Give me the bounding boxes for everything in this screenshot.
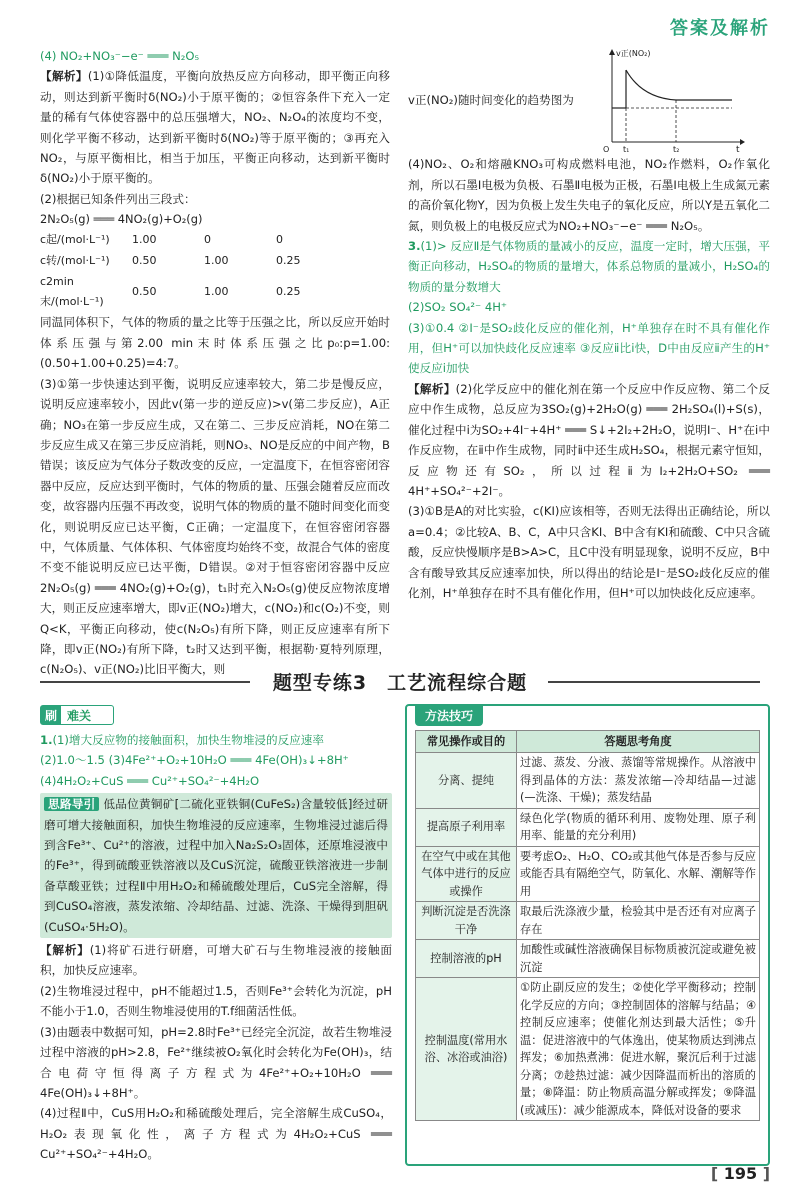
table-row (416, 902, 760, 940)
method-table (415, 730, 760, 1121)
q1-analysis-3: (3)由题表中数据可知，pH=2.8时Fe³⁺已经完全沉淀，故若生物堆浸过程中溶液的pH>2.8，Fe²⁺继续被O₂氧化时会转化为Fe(OH)₃，结合电荷守恒得离子方程式为4Fe²⁺+O₂+10H₂O ═══ 4Fe(OH)₃↓+8H⁺。 (40, 1024, 392, 1100)
three-stage-table (40, 230, 309, 313)
row-value: 0 (276, 232, 283, 246)
row-value: 0.50 (132, 284, 157, 298)
row-value: 过滤、蒸发、分液、蒸馏等常规操作。从溶液中得到晶体的方法：蒸发浓缩—冷却结晶—过滤(—洗涤、干燥)；蒸发结晶 (517, 753, 760, 809)
analysis-text: (1)将矿石进行研磨，可增大矿石与生物堆浸液的接触面积，加快反应速率。 (40, 943, 392, 978)
graph-decay-curve (626, 70, 676, 100)
x-arrow-icon (740, 139, 745, 145)
row-key: 判断沉淀是否洗涤干净 (416, 902, 517, 940)
analysis-text: (1)①降低温度，平衡向放热反应方向移动，即平衡正向移动，则达到新平衡时δ(NO₂)小于原平衡的；②恒容条件下充入一定量的稀有气体使容器中的总压强增大，NO₂、N₂O₄的浓度均不变，则化学平衡不移动，达到新平衡时δ(NO₂)等于原平衡的；③再充入NO₂，与原平衡相比，相当于加压，平衡正向移动，达到新平衡时δ(NO₂)小于原平衡的。 (40, 69, 390, 186)
badge-label: 难关 (67, 708, 92, 723)
analysis-label: 【解析】 (408, 381, 456, 396)
question-number: 3. (408, 239, 421, 254)
q1-analysis-1 (40, 940, 392, 981)
row-value: 0.25 (276, 253, 301, 267)
row-label: c2min末/(mol·L⁻¹) (40, 274, 104, 309)
method-tips-panel (405, 704, 770, 1166)
think-guide-box (40, 793, 392, 938)
rate-time-graph (598, 46, 748, 154)
q1-analysis-2: (2)生物堆浸过程中，pH不能超过1.5，否则Fe³⁺会转化为沉淀，pH不能小于1.0，否则生物堆浸使用的T.f细菌活性低。 (40, 983, 392, 1019)
q3-answer-2: (2)SO₂ SO₄²⁻ 4H⁺ (408, 300, 508, 315)
question-number: 1. (40, 733, 53, 747)
q3-part3-paragraph: (3)①B是A的对比实验，c(KI)应该相等，否则无法得出正确结论，所以a=0.4；②比较A、B、C，A中只含KI、B中含有KI和硫酸、C中只含硫酸，反应快慢顺序是B>A>C，且C中没有明显现象，说明不反应，B中含有酸导致其反应速率加快，所以得出的结论是I⁻是SO₂歧化反应的催化剂，H⁺单独存在时不具有催化作用，但H⁺可以加快歧化反应速率。 (408, 504, 770, 600)
row-value: 1.00 (132, 232, 157, 246)
q1-answer-1 (40, 730, 392, 750)
q1-analysis-4: (4)过程Ⅱ中，CuS用H₂O₂和稀硫酸处理后，完全溶解生成CuSO₄，H₂O₂表现氧化性，离子方程式为4H₂O₂+CuS ═══ Cu²⁺+SO₄²⁻+4H₂O。 (40, 1106, 392, 1162)
think-guide-text: 低品位黄铜矿[二硫化亚铁铜(CuFeS₂)含量较低]经过研磨可增大接触面积，加快生物堆浸的反应速率，生物堆浸过滤后得到含Fe³⁺、Cu²⁺的溶液，过程中加入Na₂S₂O₃固体，还原堆浸液中的Fe³⁺，得到硫酸亚铁溶液以及CuS沉淀，硫酸亚铁溶液进一步制备草酸亚铁；过程Ⅱ中用H₂O₂和稀硫酸处理后，CuS完全溶解，得到CuSO₄溶液，蒸发浓缩、冷却结晶、过滤、洗涤、干燥得到胆矾(CuSO₄·5H₂O)。 (44, 797, 388, 934)
row-value: 0 (204, 232, 211, 246)
left-column-top (40, 46, 390, 680)
row-key: 控制温度(常用水浴、冰浴或油浴) (416, 978, 517, 1121)
table-row (416, 846, 760, 902)
analysis-label: 【解析】 (40, 943, 90, 958)
table-row (40, 272, 309, 313)
fuel-cell-paragraph: (4)NO₂、O₂和熔融KNO₃可构成燃料电池，NO₂作燃料，O₂作氧化剂，所以石墨Ⅰ电极为负极、石墨Ⅱ电极为正极，石墨Ⅰ电极上生成氮元素的高价氧化物Y，因为负极上发生失电子的氧化反应，所以Y是五氧化二氮，则负极上的电极反应式为NO₂+NO₃⁻−e⁻ ═══ N₂O₅。 (408, 157, 770, 233)
section-divider-right (548, 681, 760, 683)
column-header: 答题思考角度 (517, 731, 760, 753)
pressure-ratio-paragraph: 同温同体积下，气体的物质的量之比等于压强之比，所以反应开始时体系压强与第2.00 min末时体系压强之比p₀:p=1.00:(0.50+1.00+0.25)=4:7。 (40, 315, 390, 371)
row-label: c转/(mol·L⁻¹) (40, 253, 110, 267)
q3-answer-1 (408, 236, 770, 297)
graph-y-label: v正(NO₂) (616, 49, 651, 58)
row-value: 要考虑O₂、H₂O、CO₂或其他气体是否参与反应或能否具有隔绝空气，防氧化、水解、潮解等作用 (517, 846, 760, 902)
graph-caption: v正(NO₂)随时间变化的趋势图为 (408, 93, 574, 107)
graph-t1-label: t₁ (623, 145, 630, 154)
column-header: 常见操作或目的 (416, 731, 517, 753)
table-row (416, 753, 760, 809)
row-value: 取最后洗涤液少量，检验其中是否还有对应离子存在 (517, 902, 760, 940)
q3-answer-3: (3)①0.4 ②I⁻是SO₂歧化反应的催化剂，H⁺单独存在时不具有催化作用，但H⁺可以加快歧化反应速率 ③反应ⅱ比ⅰ快，D中由反应ⅱ产生的H⁺使反应ⅰ加快 (408, 320, 770, 376)
q3-analysis (408, 379, 770, 501)
three-stage-intro: (2)根据已知条件列出三段式： (40, 191, 196, 206)
row-key: 在空气中或在其他气体中进行的反应或操作 (416, 846, 517, 902)
y-arrow-icon (609, 49, 615, 55)
row-key: 控制溶液的pH (416, 940, 517, 978)
think-guide-tag: 思路导引 (44, 797, 99, 811)
q3-answer-text: (1)> 反应Ⅱ是气体物质的量减小的反应，温度一定时，增大压强，平衡正向移动，H₂SO₄的物质的量增大，体系总物质的量减小，H₂SO₄的物质的量分数增大 (408, 239, 770, 294)
row-key: 分离、提纯 (416, 753, 517, 809)
difficulty-badge (40, 705, 114, 725)
table-row (416, 940, 760, 978)
section-title: 题型专练3 工艺流程综合题 (272, 672, 528, 694)
q1-answer-2: (2)1.0～1.5 (3)4Fe²⁺+O₂+10H₂O ═══ 4Fe(OH)₃↓+8H⁺ (40, 753, 349, 768)
row-value: 绿色化学(物质的循环利用、废物处理、原子利用率、能量的充分利用) (517, 808, 760, 846)
table-row (40, 251, 309, 272)
row-value: 1.00 (204, 284, 229, 298)
analysis-paragraph (40, 66, 390, 188)
answer-line: (4) NO₂+NO₃⁻−e⁻ ═══ N₂O₅ (40, 49, 200, 63)
left-column-bottom (40, 730, 392, 1165)
row-value: 0.25 (276, 284, 301, 298)
q1-answer-3: (4)4H₂O₂+CuS ═══ Cu²⁺+SO₄²⁻+4H₂O (40, 773, 260, 788)
row-label: c起/(mol·L⁻¹) (40, 232, 110, 246)
q1-answer-text: (1)增大反应物的接触面积，加快生物堆浸的反应速率 (52, 733, 324, 747)
table-header-row (416, 731, 760, 753)
reaction-equation: 2N₂O₅(g) ═══ 4NO₂(g)+O₂(g) (40, 212, 203, 227)
row-value: ①防止副反应的发生；②使化学平衡移动；控制化学反应的方向；③控制固体的溶解与结晶；④控制反应速率；使催化剂达到最大活性；⑤升温：促进溶液中的气体逸出，使某物质达到沸点挥发；⑥加热煮沸：促进水解，聚沉后利于过滤分离；⑦趁热过滤：减少因降温而析出的溶质的量；⑧降温：防止物质高温分解或挥发；⑨降温(或减压)：减少能源成本，降低对设备的要求 (517, 978, 760, 1121)
table-row (416, 808, 760, 846)
graph-t-label: t (736, 145, 740, 154)
badge-prefix: 刷 (41, 706, 61, 724)
page-number: [ 195 ] (710, 1164, 770, 1183)
header-title: 答案及解析 (670, 18, 770, 39)
row-value: 0.50 (132, 253, 157, 267)
analysis-label: 【解析】 (40, 69, 88, 84)
graph-t2-label: t₂ (673, 145, 680, 154)
analysis-text: (2)化学反应中的催化剂在第一个反应中作反应物、第二个反应中作生成物，总反应为3SO₂(g)+2H₂O(g) ═══ 2H₂SO₄(l)+S(s)，催化过程中ⅰ为SO₂+4I⁻+4H⁺ ═══ S↓+2I₂+2H₂O，说明I⁻、H⁺在ⅰ中作反应物，在ⅱ中作生成物，同时ⅱ中还生成H₂SO₄，根据元素守恒知，反应物还有SO₂，所以过程ⅱ为I₂+2H₂O+SO₂ ═══ 4H⁺+SO₄²⁻+2I⁻。 (408, 381, 770, 498)
graph-origin-label: O (603, 145, 610, 154)
row-key: 提高原子利用率 (416, 808, 517, 846)
row-value: 1.00 (204, 253, 229, 267)
part3-paragraph: (3)①第一步快速达到平衡，说明反应速率较大，第二步是慢反应，说明反应速率较小，因此v(第一步的逆反应)>v(第二步反应)，A正确；NO₃在第一步反应生成，又在第二、三步反应消耗，NO在第二步反应生成又在第三步反应消耗，则NO₃、NO是反应的中间产物，B错误；该反应为气体分子数改变的反应，一定温度下，在恒容密闭容器中反应，反应达到平衡时，气体的物质的量、压强会随着反应而改变，故容器内压强不再改变，说明气体的物质的量不随时间变化而变化，则说明反应已达平衡，C正确；一定温度下，在恒容密闭容器中，气体质量、气体体积、气体密度均始终不变，故混合气体的密度不变不能说明反应已达平衡，D错误。②对于恒容密闭容器中反应2N₂O₅(g) ═══ 4NO₂(g)+O₂(g)，t₁时充入N₂O₅(g)使反应物浓度增大，则正反应速率增大，即v正(NO₂)增大，c(NO₂)和c(O₂)不变，则Q<K，平衡正向移动，使c(N₂O₅)有所下降，则正反应速率有所下降，即v正(NO₂)有所下降，t₂时又达到平衡，根据勒·夏特列原理，c(N₂O₅)、v正(NO₂)比旧平衡大，则 (40, 376, 390, 677)
table-row (416, 978, 760, 1121)
method-tag: 方法技巧 (415, 705, 483, 726)
table-row (40, 230, 309, 251)
row-value: 加酸性或碱性溶液确保目标物质被沉淀或避免被沉淀 (517, 940, 760, 978)
page-number-value: 195 (723, 1164, 758, 1183)
